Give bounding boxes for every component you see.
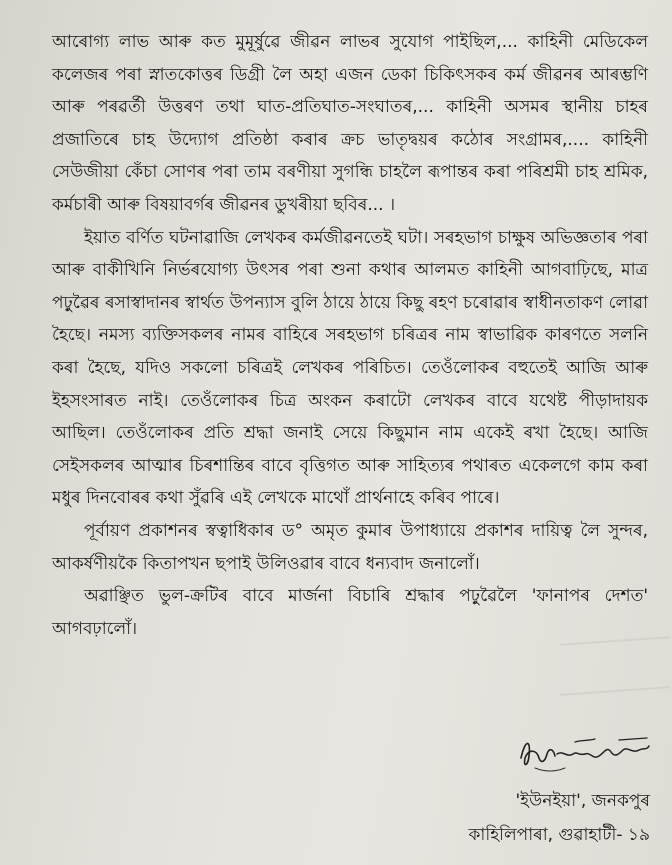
paragraph-1: আৰোগ্য লাভ আৰু কত মুমূৰ্ষুৱে জীৱন লাভৰ সুযোগ পাইছিল,... কাহিনী মেডিকেল কলেজৰ পৰা স্নাতকোত্তৰ ডিগ্ৰী লৈ অহা এজন ডেকা চিকিৎসকৰ কৰ্ম জীৱনৰ আৰম্ভণি আৰু পৰৱৰ্তী উত্তৰণ তথা ঘাত-প্ৰতিঘাত-সংঘাতৰ,... কাহিনী অসমৰ স্থানীয় চাহৰ প্ৰজাতিৰে চাহ উদ্যোগ প্ৰতিষ্ঠা কৰাৰ ক্ৰচ ভাতৃদ্বয়ৰ কঠোৰ সংগ্ৰামৰ,.... কাহিনী সেউজীয়া কেঁচা সোণৰ পৰা তাম বৰণীয়া সুগন্ধি চাহলৈ ৰূপান্তৰ কৰা পৰিশ্ৰমী চাহ শ্ৰমিক, কৰ্মচাৰী আৰু বিষয়াবৰ্গৰ জীৱনৰ ডুখৰীয়া ছবিৰ... । <box>52 32 648 215</box>
paragraph-2: ইয়াত বৰ্ণিত ঘটনাৱাজি লেখকৰ কৰ্মজীৱনতেই ঘটা। সৰহভাগ চাক্ষুষ অভিজ্ঞতাৰ পৰা আৰু বাকীখিনি নিৰ্ভৰযোগ্য উৎসৰ পৰা শুনা কথাৰ আলমত কাহিনী আগবাঢ়িছে, মাত্ৰ পঢ়ুৱৈৰ ৰসাস্বাদানৰ স্বাৰ্থত উপন্যাস বুলি ঠায়ে ঠায়ে কিছু ৰহণ চৰোৱাৰ স্বাধীনতাকণ লোৱা হৈছে। নমস্য ব্যক্তিসকলৰ নামৰ বাহিৰে সৰহভাগ চৰিত্ৰৰ নাম স্বাভাৱিক কাৰণতে সলনি কৰা হৈছে, যদিও সকলো চৰিত্ৰই লেখকৰ পৰিচিত। তেওঁলোকৰ বহুতেই আজি আৰু ইহসংসাৰত নাই। তেওঁলোকৰ চিত্ৰ অংকন কৰাটো লেখকৰ বাবে যথেষ্ট পীড়াদায়ক আছিল। তেওঁলোকৰ প্ৰতি শ্ৰদ্ধা জনাই সেয়ে কিছুমান নাম একেই ৰখা হৈছে। আজি সেইসকলৰ আত্মাৰ চিৰশান্তিৰ বাবে বৃত্তিগত আৰু সাহিত্যৰ পথাৰত একেলগে কাম কৰা মধুৰ দিনবোৰৰ কথা সুঁৱৰি এই লেখকে মাথোঁ প্ৰাৰ্থনাহে কৰিব পাৰে। <box>52 227 648 509</box>
paragraph-3: পূৰ্বায়ণ প্ৰকাশনৰ স্বত্বাধিকাৰ ড° অমৃত কুমাৰ উপাধ্যায়ে প্ৰকাশৰ দায়িত্ব লৈ সুন্দৰ, আকৰ্ষণীয়কৈ কিতাপখন ছপাই উলিওৱাৰ বাবে ধন্যবাদ জনালোঁ। <box>52 520 648 574</box>
show-through-line <box>560 686 670 696</box>
author-signature <box>515 728 655 778</box>
paragraph-4: অৱাঞ্ছিত ভুল-ক্ৰটিৰ বাবে মাৰ্জনা বিচাৰি শ্ৰদ্ধাৰ পঢ়ুৱৈলৈ 'ফানাপৰ দেশত' আগবঢ়ালোঁ। <box>52 586 648 639</box>
address-line-1: 'ইউনইয়া', জনকপুৰ <box>515 791 650 811</box>
address-line-2: কাহিলিপাৰা, গুৱাহাটী- ১৯ <box>468 825 650 845</box>
preface-text <box>52 26 648 645</box>
